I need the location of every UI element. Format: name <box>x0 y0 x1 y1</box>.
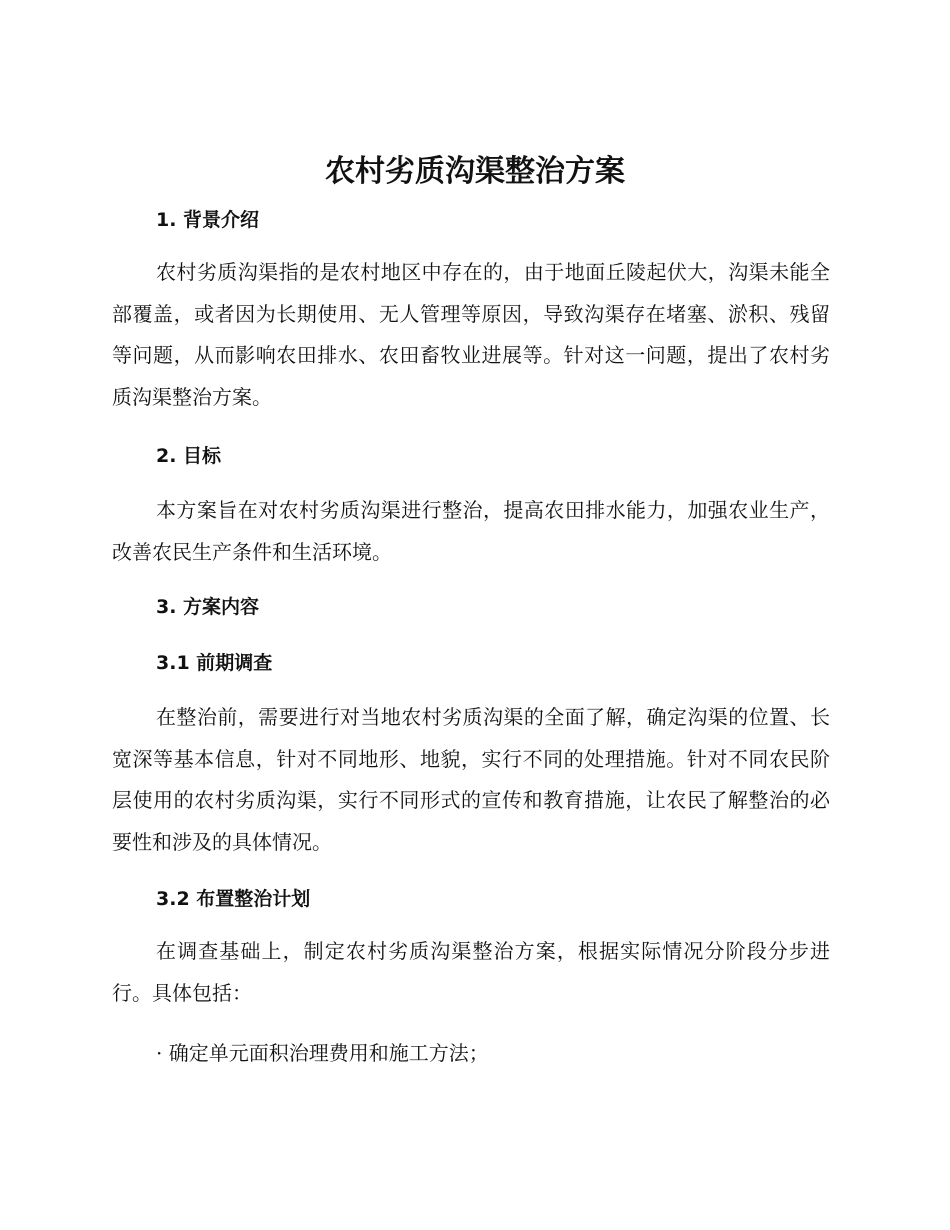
section-body-background: 农村劣质沟渠指的是农村地区中存在的，由于地面丘陵起伏大，沟渠未能全部覆盖，或者因为长期使用、无人管理等原因，导致沟渠存在堵塞、淤积、残留等问题，从而影响农田排水、农田畜牧业进展等。针对这一问题，提出了农村劣质沟渠整治方案。 <box>112 260 830 409</box>
section-heading-content: 3. 方案内容 <box>156 596 260 618</box>
section-heading-goal: 2. 目标 <box>156 445 222 467</box>
section-heading-plan: 3.2 布置整治计划 <box>156 888 311 910</box>
section-body-goal: 本方案旨在对农村劣质沟渠进行整治，提高农田排水能力，加强农业生产，改善农民生产条件和生活环境。 <box>112 498 830 564</box>
section-heading-background: 1. 背景介绍 <box>156 209 260 231</box>
list-item: · 确定单元面积治理费用和施工方法； <box>156 1041 489 1065</box>
document-title: 农村劣质沟渠整治方案 <box>325 154 625 189</box>
section-heading-survey: 3.1 前期调查 <box>156 652 273 674</box>
section-body-plan: 在调查基础上，制定农村劣质沟渠整治方案，根据实际情况分阶段分步进行。具体包括： <box>112 939 830 1005</box>
section-body-survey: 在整治前，需要进行对当地农村劣质沟渠的全面了解，确定沟渠的位置、长宽深等基本信息，针对不同地形、地貌，实行不同的处理措施。针对不同农民阶层使用的农村劣质沟渠，实行不同形式的宣传和教育措施，让农民了解整治的必要性和涉及的具体情况。 <box>112 705 830 854</box>
